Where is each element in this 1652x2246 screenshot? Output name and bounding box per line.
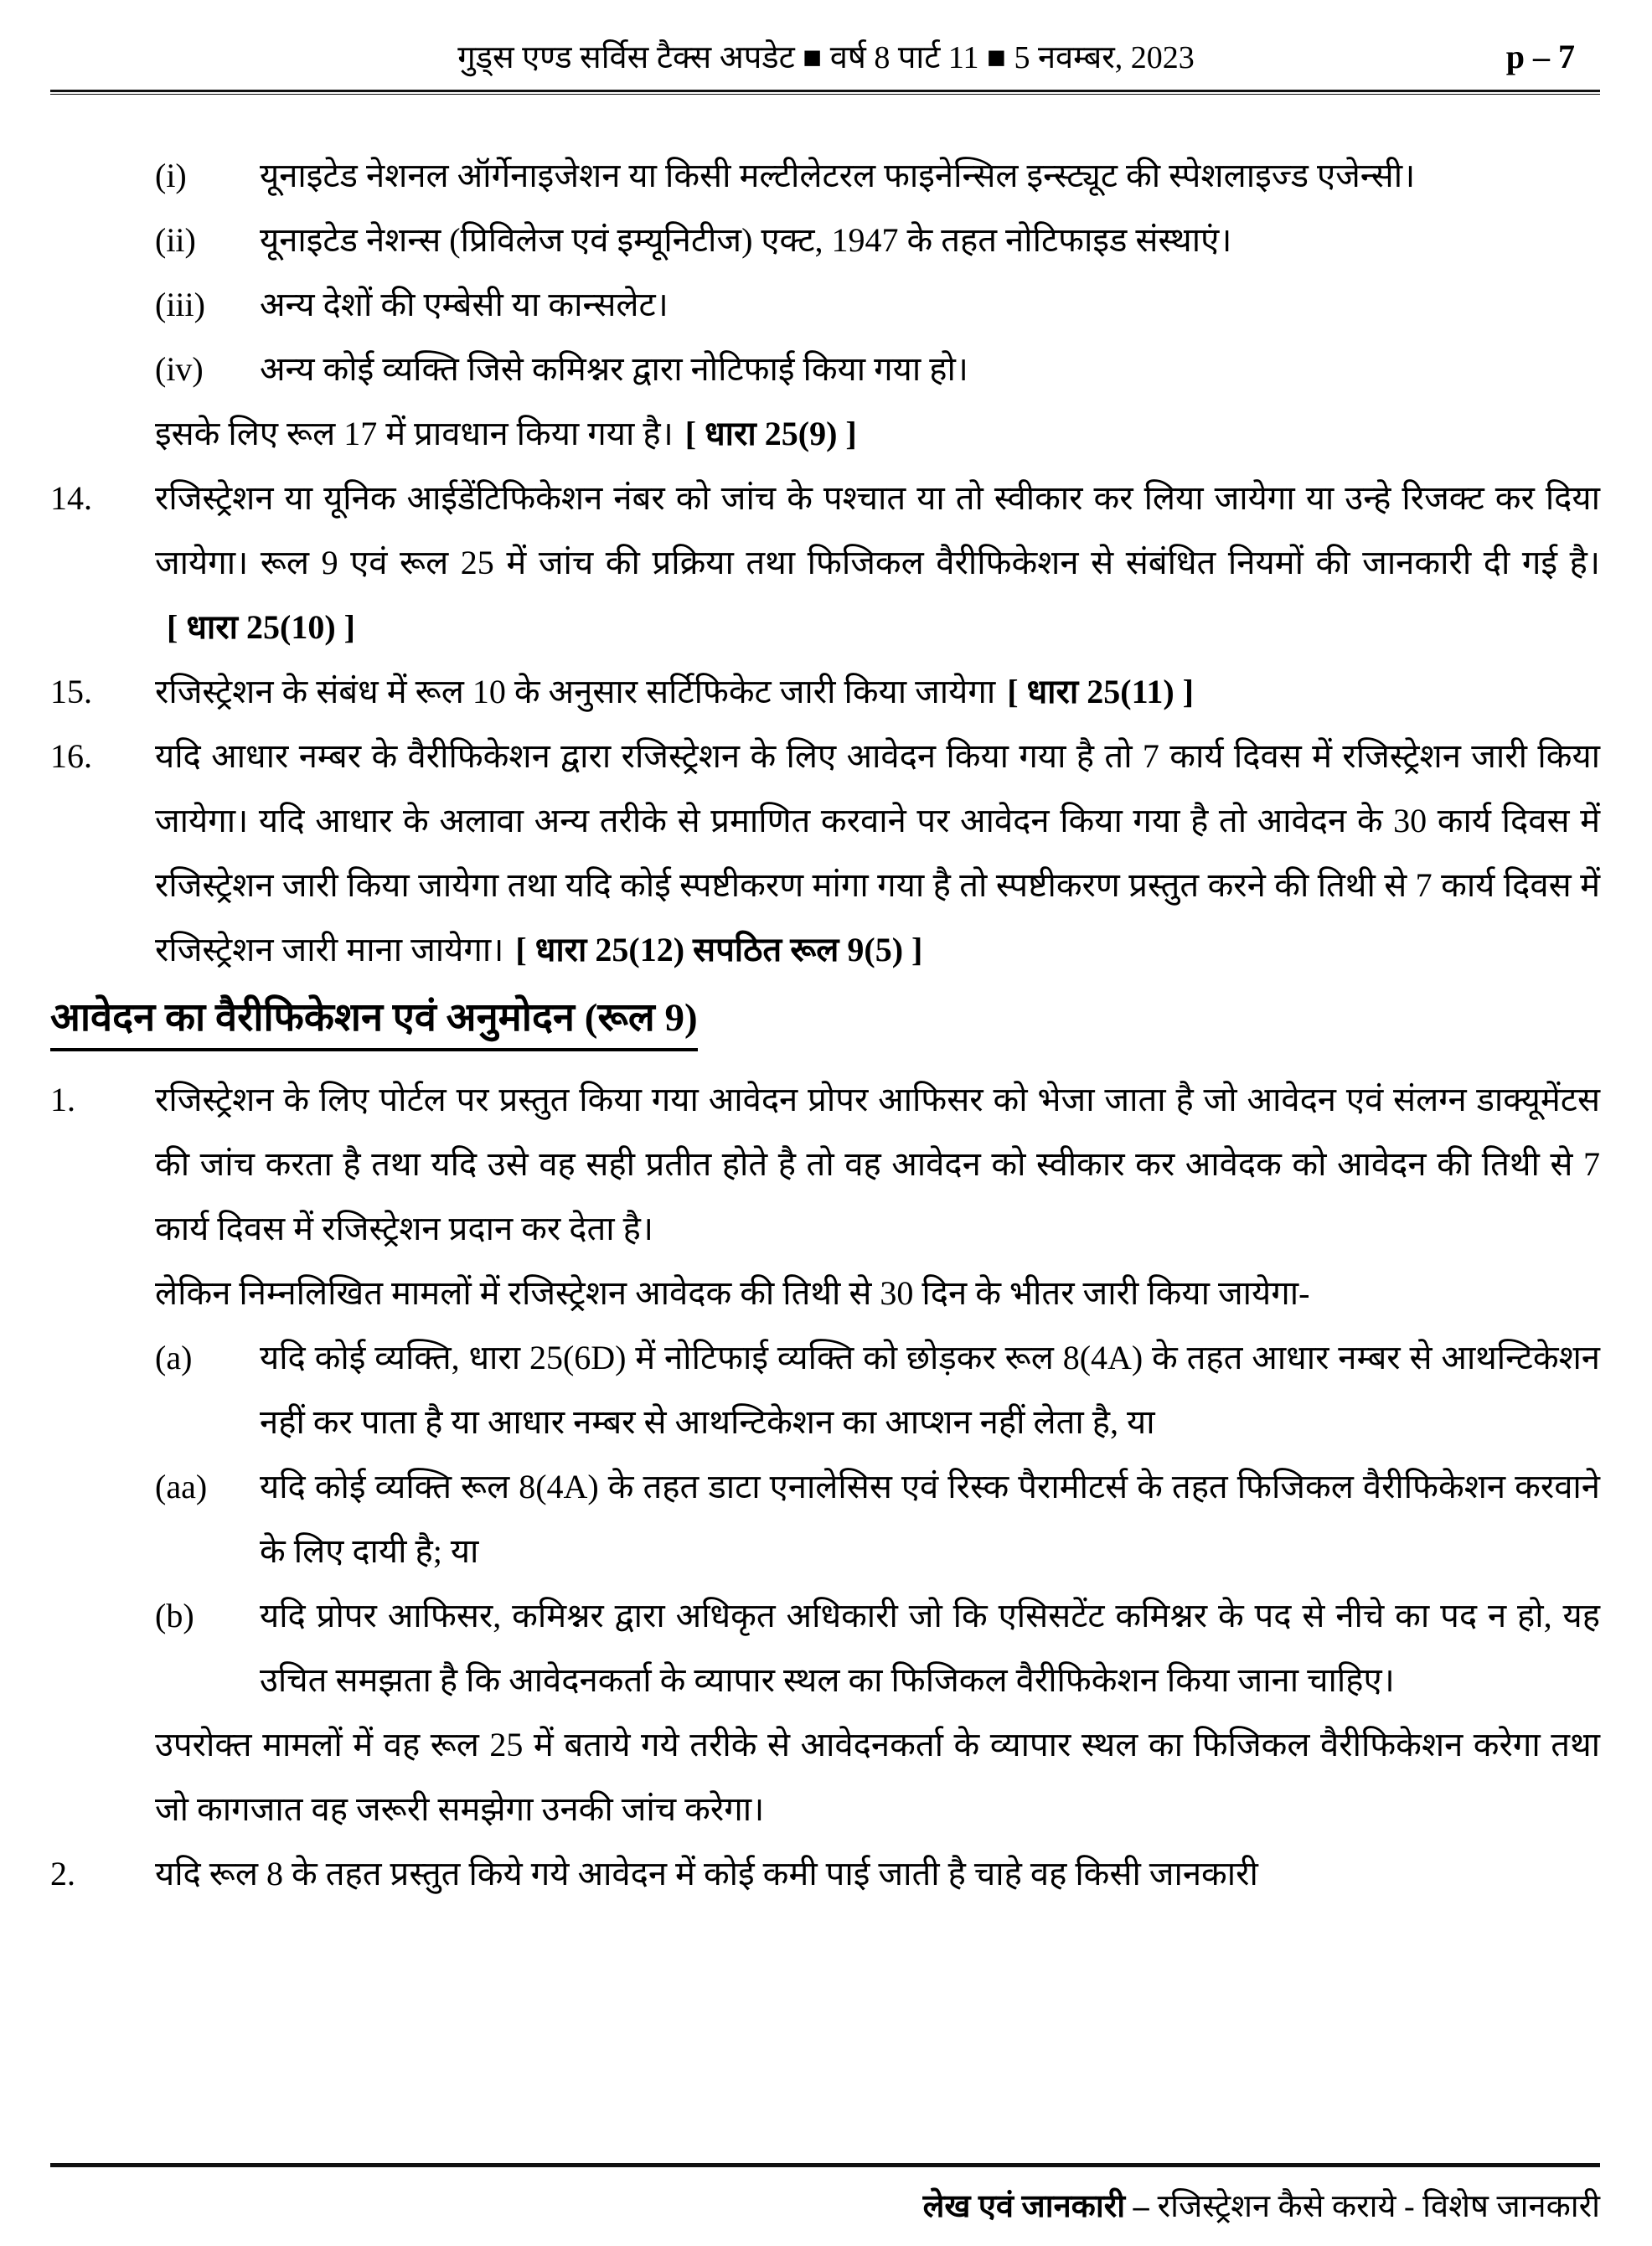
page-footer [50, 2163, 1600, 2233]
header-divider [50, 90, 1600, 95]
item-text: यदि रूल 8 के तहत प्रस्तुत किये गये आवेदन में कोई कमी पाई जाती है चाहे वह किसी जानकारी [155, 1855, 1258, 1892]
footer-divider [50, 2163, 1600, 2167]
list-item-i [50, 143, 1600, 208]
document-body [0, 95, 1652, 1906]
list-item-text: यूनाइटेड नेशनल ऑर्गेनाइजेशन या किसी मल्टीलेटरल फाइनेन्सिल इन्स्ट्यूट की स्पेशलाइज्ड एजेन्सी। [260, 157, 1416, 194]
list-item-iv [50, 337, 1600, 401]
list-marker: (a) [155, 1339, 193, 1376]
list-item-a [50, 1325, 1600, 1454]
footer-text-line [50, 2181, 1600, 2233]
note-text: इसके लिए रूल 17 में प्रावधान किया गया है। [155, 415, 674, 452]
list-marker: (ii) [155, 221, 196, 259]
list-item-text: अन्य कोई व्यक्ति जिसे कमिश्नर द्वारा नोटिफाई किया गया हो। [260, 350, 968, 388]
page-header [0, 0, 1652, 95]
list-item-aa [50, 1454, 1600, 1583]
list-item-b [50, 1583, 1600, 1712]
note-rule-17 [50, 401, 1600, 466]
item-number: 2. [50, 1855, 75, 1892]
journal-title: गुड्स एण्ड सर्विस टैक्स अपडेट ■ वर्ष 8 पार्ट 11 ■ 5 नवम्बर, 2023 [457, 40, 1195, 75]
paragraph-30-days: लेकिन निम्नलिखित मामलों में रजिस्ट्रेशन आवेदक की तिथी से 30 दिन के भीतर जारी किया जायेगा- [155, 1274, 1310, 1312]
section-heading [50, 982, 1600, 1057]
numbered-item-2 [50, 1841, 1600, 1906]
item-number: 14. [50, 479, 92, 517]
section-heading-text: आवेदन का वैरीफिकेशन एवं अनुमोदन (रूल 9) [50, 993, 698, 1051]
list-marker: (b) [155, 1597, 194, 1634]
list-item-text: यदि कोई व्यक्ति, धारा 25(6D) में नोटिफाई व्यक्ति को छोड़कर रूल 8(4A) के तहत आधार नम्बर से आथन्टिकेशन नहीं कर पाता है या आधार नम्बर से आथन्टिकेशन का आप्शन नहीं लेता है, या [260, 1339, 1600, 1441]
list-item-text: यदि प्रोपर आफिसर, कमिश्नर द्वारा अधिकृत अधिकारी जो कि एसिसटेंट कमिश्नर के पद से नीचे का पद न हो, यह उचित समझता है कि आवेदनकर्ता के व्यापार स्थल का फिजिकल वैरीफिकेशन किया जाना चाहिए। [260, 1597, 1600, 1699]
item-number: 1. [50, 1081, 75, 1118]
list-item-text: यदि कोई व्यक्ति रूल 8(4A) के तहत डाटा एनालेसिस एवं रिस्क पैरामीटर्स के तहत फिजिकल वैरीफिकेशन करवाने के लिए दायी है; या [260, 1468, 1600, 1570]
section-reference: [ धारा 25(9) ] [684, 415, 857, 452]
list-marker: (iv) [155, 350, 204, 388]
item-text: रजिस्ट्रेशन या यूनिक आईडेंटिफिकेशन नंबर को जांच के पश्चात या तो स्वीकार कर लिया जायेगा या उन्हे रिजक्ट कर दिया जायेगा। रूल 9 एवं रूल 25 में जांच की प्रक्रिया तथा फिजिकल वैरीफिकेशन से संबंधित नियमों की जानकारी दी गई है। [155, 479, 1600, 581]
footer-text: रजिस्ट्रेशन कैसे कराये - विशेष जानकारी [1157, 2189, 1600, 2224]
numbered-item-14 [50, 466, 1600, 659]
list-item-text: अन्य देशों की एम्बेसी या कान्सलेट। [260, 286, 669, 323]
item-text: यदि आधार नम्बर के वैरीफिकेशन द्वारा रजिस्ट्रेशन के लिए आवेदन किया गया है तो 7 कार्य दिवस में रजिस्ट्रेशन जारी किया जायेगा। यदि आधार के अलावा अन्य तरीके से प्रमाणित करवाने पर आवेदन किया गया है तो आवेदन के 30 कार्य दिवस में रजिस्ट्रेशन जारी किया जायेगा तथा यदि कोई स्पष्टीकरण मांगा गया है तो स्पष्टीकरण प्रस्तुत करने की तिथी से 7 कार्य दिवस में रजिस्ट्रेशन जारी माना जायेगा। [155, 737, 1600, 968]
section-reference: [ धारा 25(11) ] [1007, 673, 1195, 710]
list-item-ii [50, 208, 1600, 272]
list-item-iii [50, 272, 1600, 337]
item-number: 15. [50, 673, 92, 710]
paragraph-rule-25: उपरोक्त मामलों में वह रूल 25 में बताये गये तरीके से आवेदनकर्ता के व्यापार स्थल का फिजिकल वैरीफिकेशन करेगा तथा जो कागजात वह जरूरी समझेगा उनकी जांच करेगा। [155, 1726, 1600, 1828]
list-marker: (i) [155, 157, 187, 194]
list-marker: (iii) [155, 286, 205, 323]
section-reference: [ धारा 25(10) ] [167, 608, 355, 646]
list-marker: (aa) [155, 1468, 208, 1505]
section-reference: [ धारा 25(12) सपठित रूल 9(5) ] [515, 931, 923, 968]
numbered-item-15 [50, 659, 1600, 724]
item-text: रजिस्ट्रेशन के संबंध में रूल 10 के अनुसार सर्टिफिकेट जारी किया जायेगा [155, 673, 996, 710]
page-number: p – 7 [1505, 38, 1575, 75]
footer-label: लेख एवं जानकारी – [922, 2189, 1149, 2224]
item-number: 16. [50, 737, 92, 775]
item-text: रजिस्ट्रेशन के लिए पोर्टल पर प्रस्तुत किया गया आवेदन प्रोपर आफिसर को भेजा जाता है जो आवेदन एवं संलग्न डाक्यूमेंटस की जांच करता है तथा यदि उसे वह सही प्रतीत होते है तो वह आवेदन को स्वीकार कर आवेदक को आवेदन की तिथी से 7 कार्य दिवस में रजिस्ट्रेशन प्रदान कर देता है। [155, 1081, 1600, 1247]
list-item-text: यूनाइटेड नेशन्स (प्रिविलेज एवं इम्यूनिटीज) एक्ट, 1947 के तहत नोटिफाइड संस्थाएं। [260, 221, 1232, 259]
numbered-item-16 [50, 724, 1600, 982]
numbered-item-1 [50, 1067, 1600, 1261]
